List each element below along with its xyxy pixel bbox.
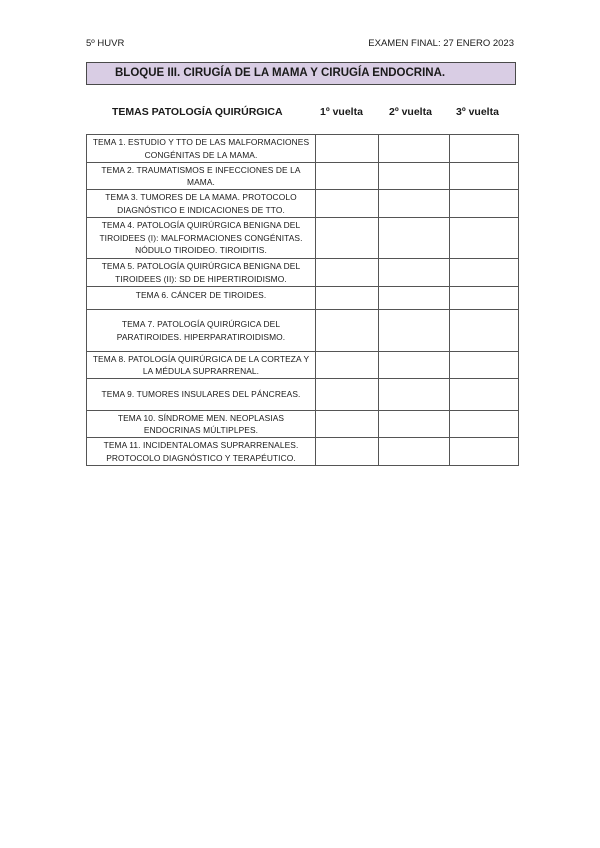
topic-cell: TEMA 1. ESTUDIO Y TTO DE LAS MALFORMACIONES CONGÉNITAS DE LA MAMA. [87,135,316,163]
vuelta-2-cell[interactable] [379,218,450,259]
table-row [87,163,519,190]
topic-cell: TEMA 8. PATOLOGÍA QUIRÚRGICA DE LA CORTEZA Y LA MÉDULA SUPRARRENAL. [87,352,316,379]
vuelta-1-cell[interactable] [316,379,379,411]
vuelta-1-cell[interactable] [316,310,379,352]
vuelta-3-cell[interactable] [450,190,519,218]
col-header-vuelta-3: 3º vuelta [456,106,499,118]
table-row [87,218,519,259]
table-row [87,190,519,218]
vuelta-2-cell[interactable] [379,411,450,438]
topic-cell: TEMA 3. TUMORES DE LA MAMA. PROTOCOLO DIAGNÓSTICO E INDICACIONES DE TTO. [87,190,316,218]
vuelta-3-cell[interactable] [450,411,519,438]
vuelta-3-cell[interactable] [450,352,519,379]
vuelta-2-cell[interactable] [379,163,450,190]
topics-table [86,134,519,466]
col-header-temas: TEMAS PATOLOGÍA QUIRÚRGICA [112,106,283,118]
table-row [87,135,519,163]
vuelta-2-cell[interactable] [379,438,450,466]
table-row [87,310,519,352]
col-header-vuelta-2: 2º vuelta [389,106,432,118]
topic-cell: TEMA 9. TUMORES INSULARES DEL PÁNCREAS. [87,379,316,411]
vuelta-2-cell[interactable] [379,287,450,310]
vuelta-2-cell[interactable] [379,259,450,287]
vuelta-3-cell[interactable] [450,438,519,466]
table-row [87,438,519,466]
table-row [87,379,519,411]
vuelta-3-cell[interactable] [450,310,519,352]
vuelta-3-cell[interactable] [450,135,519,163]
vuelta-1-cell[interactable] [316,190,379,218]
vuelta-2-cell[interactable] [379,379,450,411]
vuelta-1-cell[interactable] [316,438,379,466]
topic-cell: TEMA 6. CÁNCER DE TIROIDES. [87,287,316,310]
vuelta-1-cell[interactable] [316,411,379,438]
vuelta-3-cell[interactable] [450,163,519,190]
vuelta-2-cell[interactable] [379,352,450,379]
vuelta-1-cell[interactable] [316,259,379,287]
table-row [87,411,519,438]
course-label: 5º HUVR [86,38,125,49]
vuelta-3-cell[interactable] [450,287,519,310]
topic-cell: TEMA 10. SÍNDROME MEN. NEOPLASIAS ENDOCRINAS MÚLTIPLPES. [87,411,316,438]
topic-cell: TEMA 11. INCIDENTALOMAS SUPRARRENALES. PROTOCOLO DIAGNÓSTICO Y TERAPÉUTICO. [87,438,316,466]
vuelta-1-cell[interactable] [316,163,379,190]
exam-date: EXAMEN FINAL: 27 ENERO 2023 [368,38,514,49]
table-row [87,287,519,310]
vuelta-1-cell[interactable] [316,287,379,310]
topic-cell: TEMA 4. PATOLOGÍA QUIRÚRGICA BENIGNA DEL TIROIDEES (I): MALFORMACIONES CONGÉNITAS. NÓDULO TIROIDEO. TIROIDITIS. [87,218,316,259]
vuelta-2-cell[interactable] [379,310,450,352]
topic-cell: TEMA 7. PATOLOGÍA QUIRÚRGICA DEL PARATIROIDES. HIPERPARATIROIDISMO. [87,310,316,352]
topic-cell: TEMA 5. PATOLOGÍA QUIRÚRGICA BENIGNA DEL TIROIDEES (II): SD DE HIPERTIROIDISMO. [87,259,316,287]
vuelta-2-cell[interactable] [379,135,450,163]
vuelta-1-cell[interactable] [316,218,379,259]
vuelta-1-cell[interactable] [316,135,379,163]
table-row [87,259,519,287]
block-title: BLOQUE III. CIRUGÍA DE LA MAMA Y CIRUGÍA ENDOCRINA. [86,62,516,85]
vuelta-1-cell[interactable] [316,352,379,379]
table-row [87,352,519,379]
vuelta-3-cell[interactable] [450,218,519,259]
vuelta-3-cell[interactable] [450,259,519,287]
vuelta-2-cell[interactable] [379,190,450,218]
col-header-vuelta-1: 1º vuelta [320,106,363,118]
topic-cell: TEMA 2. TRAUMATISMOS E INFECCIONES DE LA MAMA. [87,163,316,190]
vuelta-3-cell[interactable] [450,379,519,411]
